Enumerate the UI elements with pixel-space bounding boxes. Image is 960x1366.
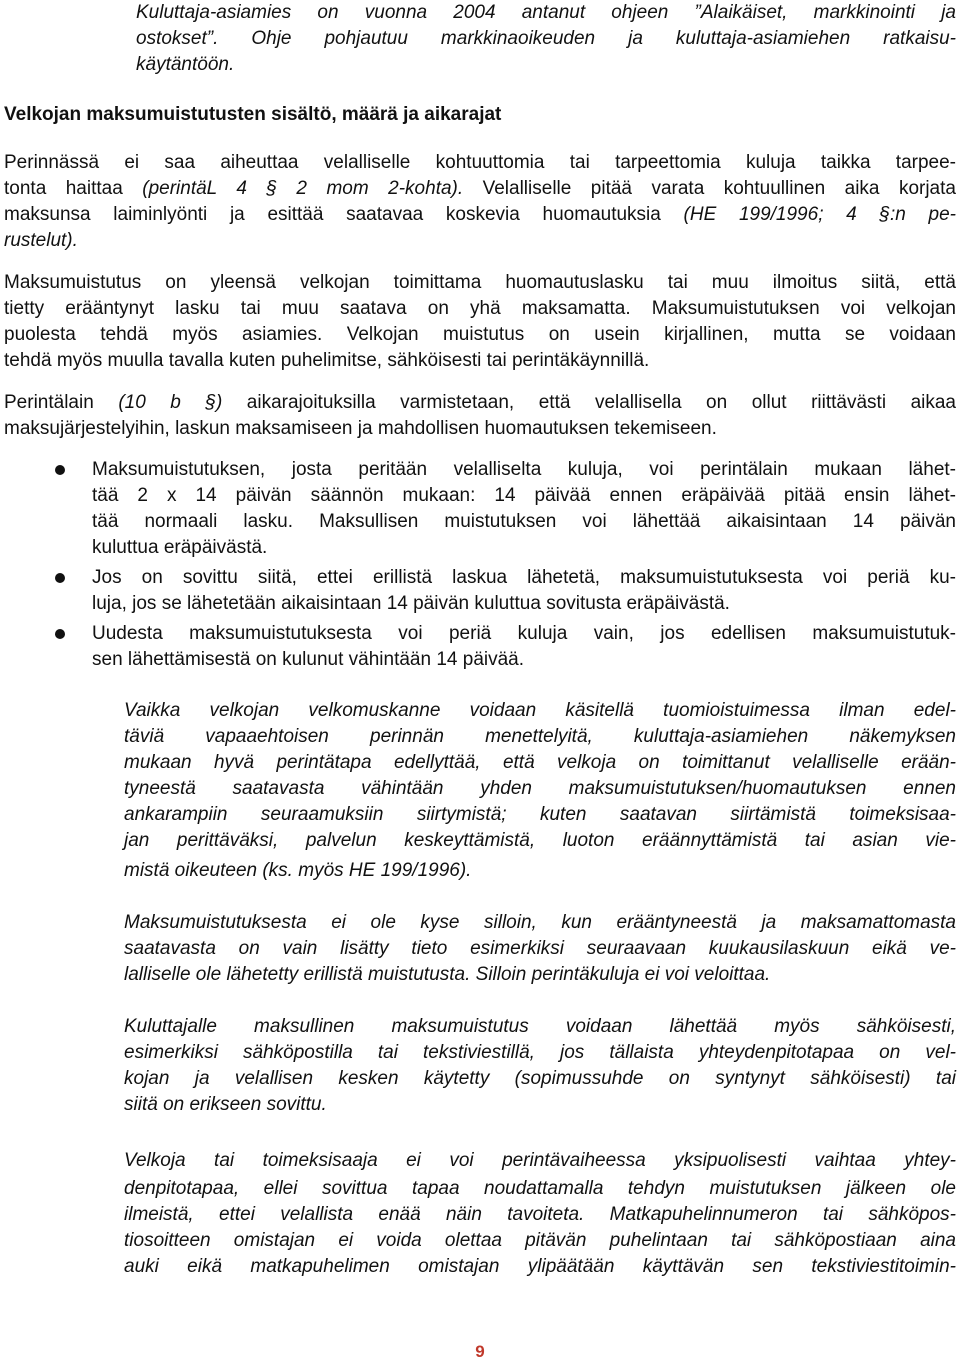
quote-4-line-3: ilmeistä, ettei velallista enää näin tavoiteta. Matkapuhelinnumeron tai sähköpos- bbox=[124, 1204, 956, 1225]
quote-1-line-1: Vaikka velkojan velkomuskanne voidaan käsitellä tuomioistuimessa ilman edel- bbox=[124, 700, 956, 721]
p1-text: tonta haittaa bbox=[4, 178, 143, 199]
p2-line-2: tietty erääntynyt lasku tai muu saatava on yhä maksamatta. Maksumuistutuksen voi velkojan bbox=[4, 298, 956, 319]
p1-line-4: rustelut). bbox=[4, 230, 78, 251]
quote-3-line-4: siitä on erikseen sovittu. bbox=[124, 1094, 327, 1115]
bullet-2-line-1: Jos on sovittu siitä, ettei erillistä laskua lähetetä, maksumuistutuksesta voi periä ku- bbox=[92, 567, 956, 588]
p2-line-3: puolesta tehdä myös asiamies. Velkojan muistutus on usein kirjallinen, mutta se voidaan bbox=[4, 324, 956, 345]
law-reference: (10 b §) bbox=[118, 392, 223, 413]
law-reference: (perintäL 4 § 2 mom 2-kohta). bbox=[142, 178, 464, 199]
quote-4-line-5: auki eikä matkapuhelimen omistajan ylipäätään käyttävän sen tekstiviestitoimin- bbox=[124, 1256, 956, 1277]
quote-3-line-3: kojan ja velallisen kesken käytetty (sopimussuhde on syntynyt sähköisesti) tai bbox=[124, 1068, 956, 1089]
bullet-1-line-4: kuluttua eräpäivästä. bbox=[92, 537, 268, 558]
p1-line-2 bbox=[4, 176, 956, 202]
quote-1-line-5: ankarampiin seuraamuksiin siirtymistä; kuten saatavan siirtämistä toimeksisaa- bbox=[124, 804, 956, 825]
p2-line-4: tehdä myös muulla tavalla kuten puhelimitse, sähköisesti tai perintäkäynnillä. bbox=[4, 350, 650, 371]
bullet-2-line-2: luja, jos se lähetetään aikaisintaan 14 päivän kuluttua sovitusta eräpäivästä. bbox=[92, 593, 730, 614]
p1-text: Velalliselle pitää varata kohtuullinen aika korjata bbox=[463, 178, 956, 199]
quote-2-line-1: Maksumuistutuksesta ei ole kyse silloin, kun erääntyneestä ja maksamattomasta bbox=[124, 912, 956, 933]
bullet-3-line-1: Uudesta maksumuistutuksesta voi periä kuluja vain, jos edellisen maksumuistutuk- bbox=[92, 623, 956, 644]
quote-1-line-7: mistä oikeuteen (ks. myös HE 199/1996). bbox=[124, 860, 472, 881]
bullet-icon bbox=[55, 573, 65, 583]
quote-1-line-3: mukaan hyvä perintätapa edellyttää, että velkoja on toimittanut velalliselle erään- bbox=[124, 752, 956, 773]
bullet-1-line-1: Maksumuistutuksen, josta peritään velalliselta kuluja, voi perintälain mukaan lähet- bbox=[92, 459, 956, 480]
bullet-icon bbox=[55, 629, 65, 639]
quote-2-line-2: saatavasta on vain lisätty tieto esimerkiksi seuraavaan kuukausilaskuun eikä ve- bbox=[124, 938, 956, 959]
p3-text: Perintälain bbox=[4, 392, 119, 413]
p1-text: maksunsa laiminlyönti ja esittää saatavaa koskevia huomautuksia bbox=[4, 204, 684, 225]
bullet-icon bbox=[55, 465, 65, 475]
quote-1-line-4: tyneestä saatavasta vähintään yhden maksumuistutuksen/huomautuksen ennen bbox=[124, 778, 956, 799]
quote-1-line-2: täviä vapaaehtoisen perinnän menettelyitä, kuluttaja-asiamiehen näkemyksen bbox=[124, 726, 956, 747]
quote-4-line-2: denpitotapaa, ellei sovittua tapaa noudattamalla tehdyn muistutuksen jälkeen ole bbox=[124, 1178, 956, 1199]
quote-3-line-2: esimerkiksi sähköpostilla tai tekstiviestillä, jos tällaista yhteydenpitotapaa on vel- bbox=[124, 1042, 956, 1063]
intro-line-3: käytäntöön. bbox=[136, 54, 235, 75]
p3-text: aikarajoituksilla varmistetaan, että velallisella on ollut riittävästi aikaa bbox=[222, 392, 956, 413]
quote-4-line-4: tiosoitteen omistajan ei voida olettaa pitävän puhelintaan tai sähköpostiaan aina bbox=[124, 1230, 956, 1251]
p3-line-2: maksujärjestelyihin, laskun maksamiseen ja mahdollisen huomautuksen tekemiseen. bbox=[4, 418, 717, 439]
p3-line-1 bbox=[4, 390, 956, 416]
quote-1-line-6: jan perittäväksi, palvelun keskeyttämistä, luoton eräännyttämistä tai asian vie- bbox=[124, 830, 956, 851]
p1-line-1: Perinnässä ei saa aiheuttaa velalliselle kohtuuttomia tai tarpeettomia kuluja taikka tarpee- bbox=[4, 152, 956, 173]
bullet-1-line-2: tää 2 x 14 päivän säännön mukaan: 14 päivää ennen eräpäivää pitää ensin lähet- bbox=[92, 485, 956, 506]
quote-2-line-3: lalliselle ole lähetetty erillistä muistutusta. Silloin perintäkuluja ei voi veloittaa. bbox=[124, 964, 771, 985]
bullet-3-line-2: sen lähettämisestä on kulunut vähintään 14 päivää. bbox=[92, 649, 525, 670]
law-reference: (HE 199/1996; 4 §:n pe- bbox=[683, 204, 956, 225]
intro-line-1: Kuluttaja-asiamies on vuonna 2004 antanut ohjeen ”Alaikäiset, markkinointi ja bbox=[136, 2, 956, 23]
bullet-1-line-3: tää normaali lasku. Maksullisen muistutuksen voi lähettää aikaisintaan 14 päivän bbox=[92, 511, 956, 532]
intro-line-2: ostokset”. Ohje pohjautuu markkinaoikeuden ja kuluttaja-asiamiehen ratkaisu- bbox=[136, 28, 956, 49]
quote-4-line-1: Velkoja tai toimeksisaaja ei voi perintävaiheessa yksipuolisesti vaihtaa yhtey- bbox=[124, 1150, 956, 1171]
section-heading: Velkojan maksumuistutusten sisältö, määrä ja aikarajat bbox=[4, 104, 502, 125]
p1-line-3 bbox=[4, 202, 956, 228]
page-number: 9 bbox=[475, 1342, 485, 1361]
quote-3-line-1: Kuluttajalle maksullinen maksumuistutus voidaan lähettää myös sähköisesti, bbox=[124, 1016, 956, 1037]
p2-line-1: Maksumuistutus on yleensä velkojan toimittama huomautuslasku tai muu ilmoitus siitä, että bbox=[4, 272, 956, 293]
